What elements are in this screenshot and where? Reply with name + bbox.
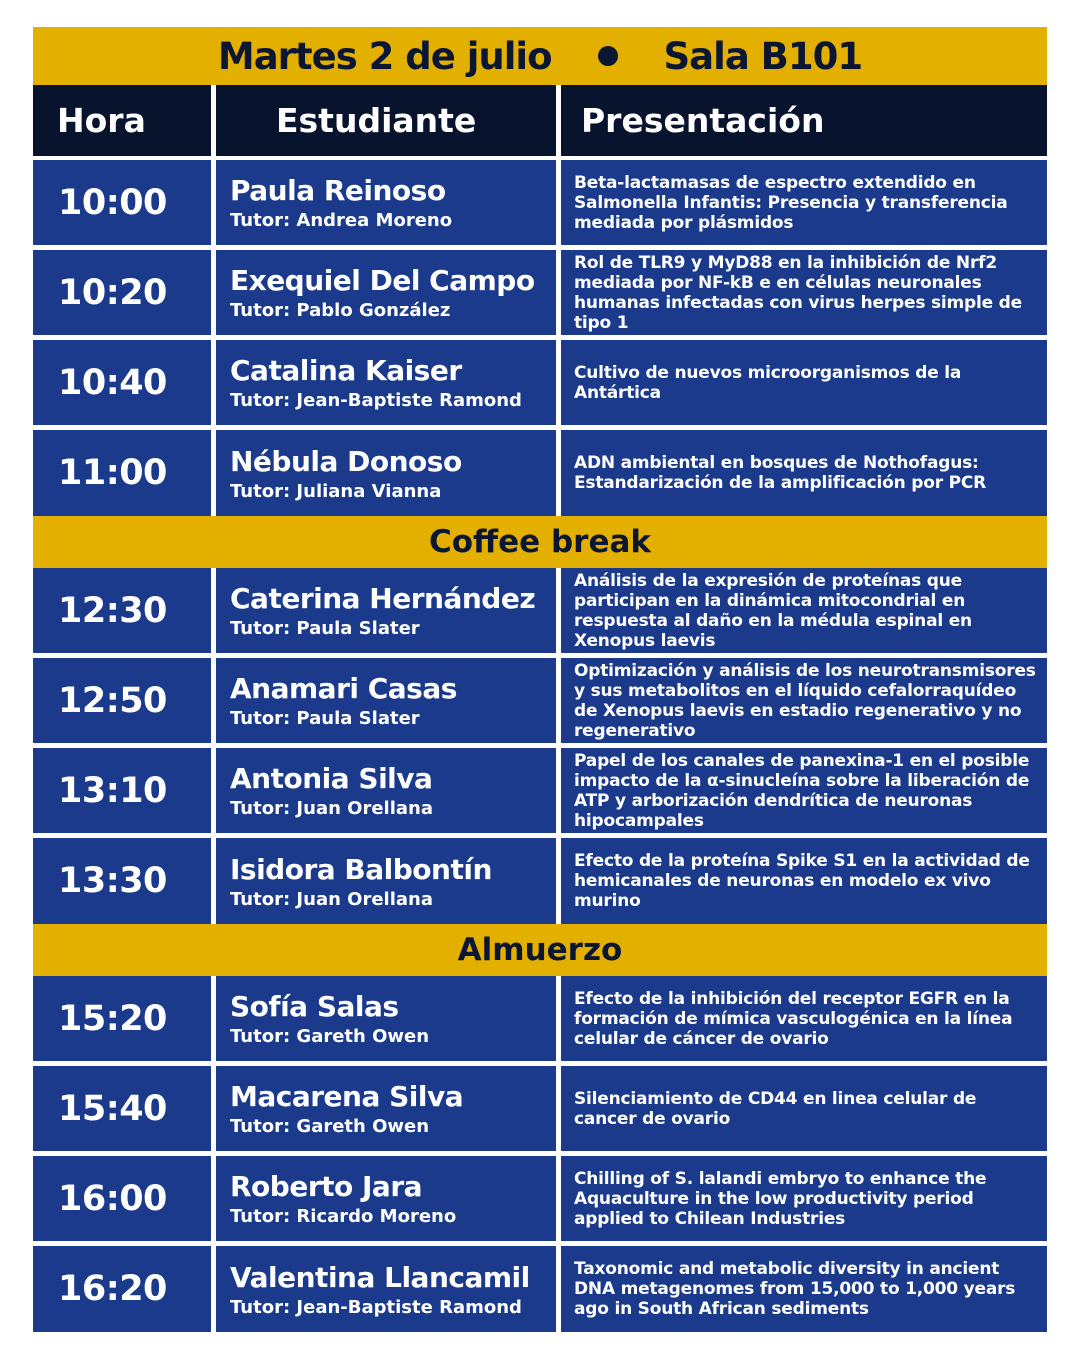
student-cell bbox=[216, 430, 556, 516]
tutor-name: Tutor: Gareth Owen bbox=[230, 1116, 430, 1137]
time-label: 12:30 bbox=[58, 590, 167, 631]
student-name: Catalina Kaiser bbox=[230, 354, 462, 387]
student-name: Roberto Jara bbox=[230, 1170, 423, 1203]
tutor-name: Tutor: Paula Slater bbox=[230, 708, 420, 729]
talk-cell bbox=[561, 568, 1047, 653]
talk-cell bbox=[561, 160, 1047, 245]
bullet-separator bbox=[598, 46, 618, 66]
student-cell bbox=[216, 160, 556, 245]
time-label: 13:30 bbox=[58, 861, 167, 901]
schedule-sheet bbox=[33, 27, 1047, 1332]
talk-title: Cultivo de nuevos microorganismos de la Antártica bbox=[574, 362, 962, 403]
time-label: 11:00 bbox=[58, 453, 167, 493]
time-cell bbox=[33, 250, 211, 335]
time-label: 15:40 bbox=[58, 1088, 167, 1129]
student-cell bbox=[216, 568, 556, 653]
table-row bbox=[33, 250, 1047, 340]
table-row bbox=[33, 976, 1047, 1066]
time-cell bbox=[33, 658, 211, 743]
time-cell bbox=[33, 1066, 211, 1151]
table-row bbox=[33, 340, 1047, 430]
time-label: 10:20 bbox=[58, 272, 167, 313]
time-label: 16:20 bbox=[58, 1269, 167, 1309]
time-cell bbox=[33, 160, 211, 245]
table-row bbox=[33, 1156, 1047, 1246]
table-row bbox=[33, 838, 1047, 924]
time-cell bbox=[33, 430, 211, 516]
talk-title: ADN ambiental en bosques de Nothofagus: Estandarización de la amplificación por PCR bbox=[574, 453, 987, 493]
time-cell bbox=[33, 838, 211, 924]
talk-title: Rol de TLR9 y MyD88 en la inhibición de Nrf2 mediada por NF-kB e en células neuronales humanas infectadas con virus herpes simple de tipo 1 bbox=[574, 252, 1022, 333]
talk-cell bbox=[561, 250, 1047, 335]
student-cell bbox=[216, 838, 556, 924]
student-cell bbox=[216, 748, 556, 833]
talk-cell bbox=[561, 1246, 1047, 1332]
talk-cell bbox=[561, 976, 1047, 1061]
talk-title: Taxonomic and metabolic diversity in ancient DNA metagenomes from 15,000 to 1,000 years ago in South African sediments bbox=[574, 1259, 1016, 1319]
time-cell bbox=[33, 568, 211, 653]
table-header bbox=[33, 85, 1047, 160]
talk-cell bbox=[561, 1066, 1047, 1151]
time-label: 12:50 bbox=[58, 680, 167, 721]
time-label: 15:20 bbox=[58, 998, 167, 1039]
morning-block bbox=[33, 160, 1047, 516]
tutor-name: Tutor: Jean-Baptiste Ramond bbox=[230, 390, 522, 411]
student-name: Isidora Balbontín bbox=[230, 852, 492, 886]
column-header-student: Estudiante bbox=[216, 85, 556, 156]
lunch-banner: Almuerzo bbox=[33, 924, 1047, 976]
table-row bbox=[33, 658, 1047, 748]
talk-cell bbox=[561, 748, 1047, 833]
student-name: Anamari Casas bbox=[230, 672, 457, 705]
time-label: 16:00 bbox=[58, 1178, 167, 1219]
talk-title: Efecto de la proteína Spike S1 en la actividad de hemicanales de neuronas en modelo ex vivo murino bbox=[574, 851, 1030, 911]
talk-cell bbox=[561, 658, 1047, 743]
tutor-name: Tutor: Juan Orellana bbox=[230, 798, 434, 819]
student-cell bbox=[216, 1246, 556, 1332]
time-label: 10:00 bbox=[58, 182, 167, 223]
student-name: Caterina Hernández bbox=[230, 582, 536, 615]
room-label: Sala B101 bbox=[663, 34, 863, 78]
student-cell bbox=[216, 340, 556, 425]
time-label: 10:40 bbox=[58, 362, 167, 403]
student-cell bbox=[216, 976, 556, 1061]
student-name: Antonia Silva bbox=[230, 762, 433, 795]
tutor-name: Tutor: Jean-Baptiste Ramond bbox=[230, 1296, 522, 1318]
table-row bbox=[33, 1246, 1047, 1332]
student-cell bbox=[216, 658, 556, 743]
tutor-name: Tutor: Juliana Vianna bbox=[230, 480, 442, 502]
student-name: Sofía Salas bbox=[230, 990, 399, 1023]
time-cell bbox=[33, 1246, 211, 1332]
coffee-break-banner: Coffee break bbox=[33, 516, 1047, 568]
midday-block bbox=[33, 568, 1047, 924]
time-cell bbox=[33, 1156, 211, 1241]
tutor-name: Tutor: Gareth Owen bbox=[230, 1026, 430, 1047]
table-row bbox=[33, 430, 1047, 516]
tutor-name: Tutor: Pablo González bbox=[230, 300, 451, 321]
student-name: Macarena Silva bbox=[230, 1080, 464, 1113]
student-name: Paula Reinoso bbox=[230, 174, 446, 207]
talk-title: Análisis de la expresión de proteínas que participan en la dinámica mitocondrial en respuesta al daño en la médula espinal en Xenopus laevis bbox=[574, 570, 972, 651]
talk-title: Beta-lactamasas de espectro extendido en Salmonella Infantis: Presencia y transferencia mediada por plásmidos bbox=[574, 172, 1008, 233]
table-row bbox=[33, 160, 1047, 250]
talk-cell bbox=[561, 340, 1047, 425]
tutor-name: Tutor: Juan Orellana bbox=[230, 888, 434, 910]
student-cell bbox=[216, 1156, 556, 1241]
talk-title: Optimización y análisis de los neurotransmisores y sus metabolitos en el líquido cefalorraquídeo de Xenopus laevis en estadio regenerativo y no regenerativo bbox=[574, 660, 1036, 741]
afternoon-block bbox=[33, 976, 1047, 1332]
time-cell bbox=[33, 976, 211, 1061]
tutor-name: Tutor: Andrea Moreno bbox=[230, 210, 453, 231]
student-name: Nébula Donoso bbox=[230, 444, 462, 478]
table-row bbox=[33, 748, 1047, 838]
student-cell bbox=[216, 1066, 556, 1151]
talk-title: Papel de los canales de panexina-1 en el posible impacto de la α-sinucleína sobre la liberación de ATP y arborización dendrítica de neuronas hipocampales bbox=[574, 750, 1030, 831]
date-room-banner bbox=[33, 27, 1047, 85]
student-name: Exequiel Del Campo bbox=[230, 264, 535, 297]
student-cell bbox=[216, 250, 556, 335]
column-header-talk: Presentación bbox=[561, 85, 1047, 156]
tutor-name: Tutor: Ricardo Moreno bbox=[230, 1206, 457, 1227]
talk-title: Efecto de la inhibición del receptor EGFR en la formación de mímica vasculogénica en la línea celular de cáncer de ovario bbox=[574, 988, 1013, 1049]
talk-cell bbox=[561, 430, 1047, 516]
talk-title: Silenciamiento de CD44 en linea celular de cancer de ovario bbox=[574, 1088, 977, 1129]
table-row bbox=[33, 1066, 1047, 1156]
student-name: Valentina Llancamil bbox=[230, 1260, 530, 1294]
time-label: 13:10 bbox=[58, 770, 167, 811]
column-header-time: Hora bbox=[33, 85, 211, 156]
table-row bbox=[33, 568, 1047, 658]
talk-title: Chilling of S. lalandi embryo to enhance the Aquaculture in the low productivity period applied to Chilean Industries bbox=[574, 1168, 987, 1229]
tutor-name: Tutor: Paula Slater bbox=[230, 618, 420, 639]
time-cell bbox=[33, 748, 211, 833]
talk-cell bbox=[561, 838, 1047, 924]
time-cell bbox=[33, 340, 211, 425]
date-label: Martes 2 de julio bbox=[217, 34, 552, 78]
talk-cell bbox=[561, 1156, 1047, 1241]
